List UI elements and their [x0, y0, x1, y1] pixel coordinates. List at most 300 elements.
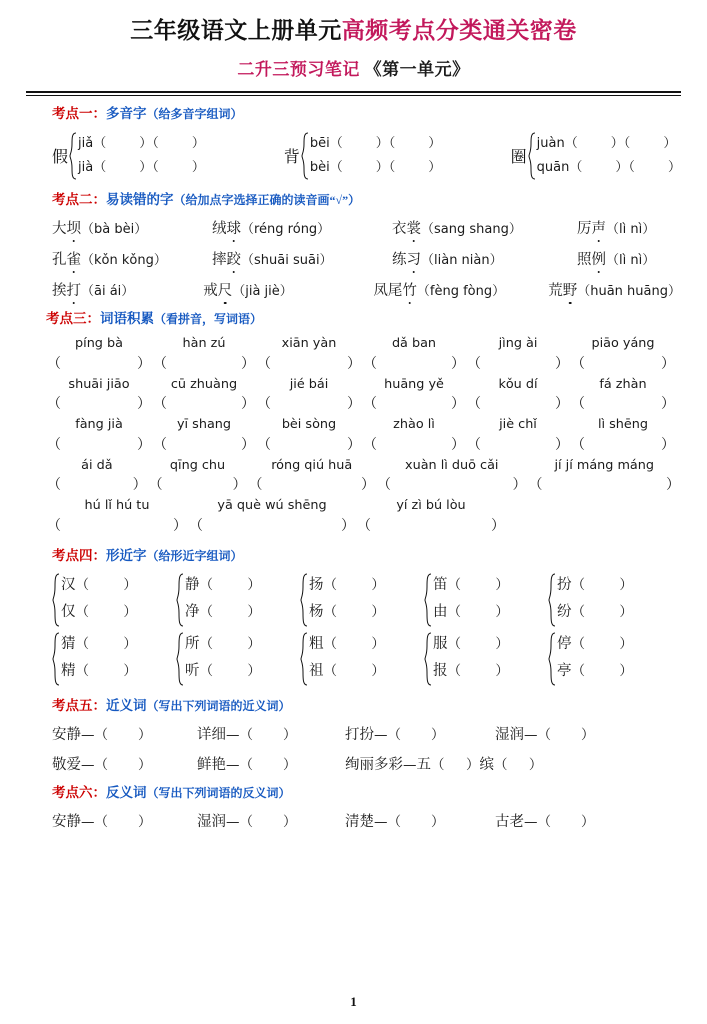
answer-blank[interactable]: —（ ） — [81, 756, 152, 773]
similar-chars-lines — [433, 573, 509, 627]
vocabulary-cell[interactable] — [466, 376, 570, 416]
answer-blank[interactable]: （ ） — [571, 635, 633, 652]
brace-icon — [52, 632, 61, 686]
page-number: 1 — [350, 994, 357, 1009]
similar-char-line[interactable] — [309, 632, 385, 659]
char-label: 仅 — [61, 603, 76, 620]
dotted-char: 裳 — [407, 217, 422, 238]
pinyin-choices[interactable]: （sang shang） — [421, 222, 522, 238]
pinyin-choices[interactable]: （kǒn kǒng） — [81, 253, 167, 269]
page-subtitle-unit: 《第一单元》 — [364, 59, 470, 79]
answer-blank[interactable]: —（ ） — [374, 813, 445, 830]
pinyin-reading: quān — [536, 159, 570, 175]
brace-icon — [424, 573, 433, 627]
answer-blank[interactable]: （ ） — [363, 396, 465, 413]
similar-char-line[interactable] — [433, 632, 509, 659]
dotted-char: 尺 — [218, 279, 233, 300]
pinyin-label: shuāi jiāo — [68, 376, 130, 392]
vocabulary-cell[interactable] — [376, 457, 528, 497]
pinyin-reading: juàn — [536, 135, 565, 151]
brace-icon — [548, 573, 557, 627]
answer-blank[interactable]: （ ）（ ） — [93, 159, 205, 175]
word-prefix: 荒 — [548, 283, 563, 300]
polyphonic-char: 假 — [52, 149, 69, 167]
misread-item[interactable] — [548, 279, 681, 300]
answer-blank[interactable]: （ ） — [493, 756, 543, 773]
pinyin-reading: bèi — [309, 159, 330, 175]
answer-blank[interactable]: （ ） — [447, 662, 509, 679]
misread-item[interactable] — [52, 248, 212, 269]
answer-blank[interactable]: （ ）（ ） — [564, 135, 677, 151]
similar-chars-lines — [309, 632, 385, 686]
similar-chars-group — [548, 632, 633, 686]
vocabulary-cell[interactable] — [528, 457, 681, 497]
pinyin-label: xiān yàn — [281, 336, 337, 352]
page-title-black: 三年级语文上册单元 — [130, 18, 342, 43]
section-note: （给多音字组词） — [146, 106, 243, 121]
pinyin-label: xuàn lì duō cǎi — [405, 457, 499, 473]
answer-blank[interactable]: —（ ） — [226, 813, 297, 830]
dotted-char: 习 — [407, 248, 422, 269]
vocabulary-cell[interactable] — [148, 457, 248, 497]
pinyin-choices[interactable]: （āi ái） — [81, 284, 135, 300]
vocabulary-cell[interactable] — [46, 376, 152, 416]
answer-blank[interactable]: （ ） — [376, 477, 527, 494]
answer-blank[interactable]: （ ） — [47, 518, 187, 535]
word-label: 打扮 — [345, 726, 374, 743]
section-heading — [52, 699, 681, 714]
synonym-row — [52, 753, 681, 774]
section-number: 考点四： — [52, 548, 106, 564]
pinyin-label: píng bà — [75, 336, 123, 352]
polyphonic-lines — [537, 132, 681, 180]
answer-blank[interactable]: （ ） — [528, 477, 680, 494]
section-note: （写出下列词语的反义词） — [146, 785, 291, 800]
char-label: 笛 — [433, 576, 448, 593]
pinyin-choices[interactable]: （lì nì） — [606, 253, 656, 269]
word-label: 安静 — [52, 726, 81, 743]
section-number: 考点二： — [52, 191, 106, 207]
polyphonic-row — [52, 132, 681, 180]
answer-blank[interactable]: （ ） — [447, 603, 509, 620]
word-prefix: 练 — [392, 252, 407, 269]
pinyin-choices[interactable]: （jià jiè） — [232, 284, 293, 300]
word-label: 鲜艳 — [197, 756, 226, 773]
vocabulary-cell[interactable] — [152, 335, 256, 375]
similar-chars-row — [52, 573, 681, 627]
vocabulary-cell[interactable] — [570, 416, 676, 456]
polyphonic-char: 背 — [283, 149, 300, 167]
brace-icon — [548, 632, 557, 686]
vocabulary-cell[interactable] — [247, 457, 376, 497]
similar-char-line[interactable] — [557, 600, 633, 627]
similar-char-line[interactable] — [185, 573, 261, 600]
vocabulary-cell[interactable] — [256, 376, 362, 416]
similar-chars-group — [548, 573, 633, 627]
misread-item[interactable] — [52, 279, 203, 300]
synonym-item[interactable] — [495, 723, 595, 744]
pinyin-choices[interactable]: （shuāi suāi） — [241, 253, 333, 269]
section-heading — [52, 107, 681, 122]
section-heading — [52, 193, 681, 208]
similar-char-line[interactable] — [557, 632, 633, 659]
header-divider — [26, 91, 681, 93]
page-subtitle — [0, 55, 707, 80]
pinyin-choices[interactable]: （fèng fòng） — [416, 284, 506, 300]
char-label: 净 — [185, 603, 200, 620]
answer-blank[interactable]: （ ）（ ） — [329, 135, 442, 151]
pinyin-label: zhào lì — [393, 417, 435, 433]
pinyin-label: hú lǐ hú tu — [84, 498, 150, 514]
synonym-item[interactable] — [197, 753, 345, 774]
polyphonic-group-bei — [284, 132, 511, 180]
pinyin-choices[interactable]: （liàn niàn） — [421, 253, 503, 269]
pinyin-label: huāng yě — [384, 376, 444, 392]
pinyin-label: lì shēng — [597, 417, 649, 433]
antonym-item[interactable] — [52, 810, 197, 831]
pinyin-choices[interactable]: （bà bèi） — [81, 222, 148, 238]
pinyin-label: kǒu dí — [498, 376, 538, 392]
similar-char-line[interactable] — [557, 573, 633, 600]
section-heading — [52, 786, 681, 801]
polyphonic-line — [537, 132, 681, 156]
answer-blank[interactable]: （ ） — [75, 603, 137, 620]
pinyin-label: jié bái — [289, 376, 329, 392]
pinyin-choices[interactable]: （huān huāng） — [577, 284, 681, 300]
brace-icon — [300, 632, 309, 686]
answer-blank[interactable]: （ ） — [571, 396, 675, 413]
similar-chars-group — [176, 632, 300, 686]
answer-blank[interactable]: （ ） — [47, 396, 151, 413]
pinyin-label: cū zhuàng — [170, 376, 238, 392]
word-prefix: 挨 — [52, 283, 67, 300]
answer-blank[interactable]: （ ） — [323, 603, 385, 620]
word-prefix: 戒 — [203, 283, 218, 300]
section-number: 考点一： — [52, 105, 106, 121]
answer-blank[interactable]: —（ ） — [226, 756, 297, 773]
char-label: 所 — [185, 635, 200, 652]
answer-blank[interactable]: （ ） — [467, 436, 569, 453]
similar-char-line[interactable] — [61, 632, 137, 659]
answer-blank[interactable]: —（ ） — [524, 726, 595, 743]
pinyin-label: yī shang — [176, 417, 232, 433]
vocabulary-cell[interactable] — [46, 416, 152, 456]
answer-blank[interactable]: （ ） — [571, 355, 675, 372]
answer-blank[interactable]: —（ ） — [226, 726, 297, 743]
answer-blank[interactable]: （ ）（ ） — [93, 135, 205, 151]
word-prefix: 大 — [52, 221, 67, 238]
answer-blank[interactable]: （ ） — [467, 355, 569, 372]
answer-blank[interactable]: （ ） — [363, 436, 465, 453]
answer-blank[interactable]: （ ） — [323, 662, 385, 679]
similar-char-line[interactable] — [185, 659, 261, 686]
pinyin-label: fá zhàn — [599, 376, 647, 392]
page-title-accent: 高频考点分类通关密卷 — [341, 18, 577, 43]
synonym-item[interactable] — [345, 723, 495, 744]
section-name: 近义词 — [106, 697, 147, 713]
answer-blank[interactable]: （ ） — [47, 477, 147, 494]
vocabulary-cell[interactable] — [362, 416, 466, 456]
similar-chars-group — [52, 632, 176, 686]
answer-blank[interactable]: （ ） — [323, 635, 385, 652]
similar-char-line[interactable] — [433, 659, 509, 686]
dotted-char: 例 — [592, 248, 607, 269]
pinyin-label: jí jí máng máng — [554, 457, 655, 473]
pinyin-choices[interactable]: （lì nì） — [606, 222, 656, 238]
answer-blank[interactable]: （ ） — [199, 603, 261, 620]
vocabulary-row — [46, 497, 681, 537]
dotted-char: 声 — [592, 217, 607, 238]
vocabulary-cell[interactable] — [256, 335, 362, 375]
similar-char-line[interactable] — [61, 659, 137, 686]
vocabulary-cell[interactable] — [152, 376, 256, 416]
answer-blank[interactable]: （ ） — [248, 477, 375, 494]
misread-item[interactable] — [373, 279, 548, 300]
word-label: 安静 — [52, 813, 81, 830]
answer-blank[interactable]: （ ）（ ） — [569, 159, 681, 175]
answer-blank[interactable]: （ ） — [257, 396, 361, 413]
char-label: 猜 — [61, 635, 76, 652]
answer-blank[interactable]: （ ）（ ） — [329, 159, 442, 175]
answer-blank[interactable]: （ ） — [199, 635, 261, 652]
page-subtitle-main: 二升三预习笔记 — [237, 59, 360, 79]
similar-chars-group — [52, 573, 176, 627]
dotted-char: 球 — [227, 217, 242, 238]
char-label: 祖 — [309, 662, 324, 679]
misread-item[interactable] — [212, 248, 392, 269]
vocabulary-cell[interactable] — [46, 335, 152, 375]
pinyin-label: qīng chu — [169, 457, 226, 473]
vocabulary-cell[interactable] — [466, 416, 570, 456]
dotted-char: 跤 — [227, 248, 242, 269]
answer-blank[interactable]: （ ） — [447, 576, 509, 593]
vocabulary-cell[interactable] — [188, 497, 356, 537]
section-heading — [46, 312, 681, 327]
answer-blank[interactable]: （ ） — [571, 436, 675, 453]
answer-blank[interactable]: （ ） — [571, 576, 633, 593]
answer-blank[interactable]: （ ） — [75, 635, 137, 652]
brace-icon — [424, 632, 433, 686]
pinyin-label: róng qiú huā — [271, 457, 353, 473]
similar-char-line[interactable] — [185, 600, 261, 627]
word-prefix: 衣 — [392, 221, 407, 238]
synonym-item-split[interactable] — [345, 753, 542, 774]
answer-blank[interactable]: （ ） — [357, 518, 505, 535]
similar-char-line[interactable] — [61, 600, 137, 627]
answer-blank[interactable]: （ ） — [467, 396, 569, 413]
char-label: 纷 — [557, 603, 572, 620]
polyphonic-line — [78, 156, 205, 180]
misread-item[interactable] — [212, 217, 392, 238]
section-name: 多音字 — [106, 105, 147, 121]
char-label: 亭 — [557, 662, 572, 679]
similar-chars-lines — [309, 573, 385, 627]
word-prefix: 凤尾 — [373, 283, 403, 300]
answer-blank[interactable]: —（ ） — [374, 726, 445, 743]
polyphonic-group-jia — [52, 132, 284, 180]
word-label: 绚丽多彩 — [345, 756, 403, 773]
answer-blank[interactable]: （ ） — [153, 436, 255, 453]
answer-blank[interactable]: （ ） — [257, 355, 361, 372]
char-label: 静 — [185, 576, 200, 593]
brace-icon — [52, 573, 61, 627]
similar-char-line[interactable] — [61, 573, 137, 600]
char-label: 精 — [61, 662, 76, 679]
vocabulary-cell[interactable] — [46, 457, 148, 497]
polyphonic-lines — [78, 132, 205, 180]
answer-blank[interactable]: （ ） — [447, 635, 509, 652]
polyphonic-line — [310, 132, 442, 156]
vocabulary-cell[interactable] — [152, 416, 256, 456]
section-note: （写出下列词语的近义词） — [146, 698, 291, 713]
similar-char-line[interactable] — [557, 659, 633, 686]
vocabulary-row — [46, 416, 681, 456]
similar-char-line[interactable] — [309, 659, 385, 686]
brace-icon — [69, 132, 78, 180]
misread-item[interactable] — [577, 217, 655, 238]
similar-chars-group — [300, 632, 424, 686]
similar-chars-lines — [185, 632, 261, 686]
section-name: 反义词 — [106, 784, 147, 800]
dotted-char: 坝 — [67, 217, 82, 238]
answer-blank[interactable]: （ ） — [571, 603, 633, 620]
pinyin-label: dǎ ban — [391, 336, 437, 352]
section-note: （看拼音，写词语） — [154, 312, 263, 327]
char-label: 报 — [433, 662, 448, 679]
polyphonic-group-quan — [511, 132, 681, 180]
word-label: 敬爱 — [52, 756, 81, 773]
brace-icon — [300, 573, 309, 627]
polyphonic-line — [78, 132, 205, 156]
antonym-item[interactable] — [495, 810, 595, 831]
misread-item[interactable] — [52, 217, 212, 238]
similar-chars-lines — [557, 573, 633, 627]
pinyin-reading: bēi — [309, 135, 330, 151]
answer-blank[interactable]: —（ ） — [81, 813, 152, 830]
answer-blank[interactable]: （ ） — [47, 355, 151, 372]
misread-item[interactable] — [203, 279, 373, 300]
antonym-row — [52, 810, 681, 831]
section-note: （给加点字选择正确的读音画“√”） — [173, 192, 361, 207]
vocabulary-cell[interactable] — [46, 497, 188, 537]
char-label: 停 — [557, 635, 572, 652]
similar-chars-row — [52, 632, 681, 686]
section-name: 形近字 — [106, 548, 147, 564]
misread-item[interactable] — [577, 248, 655, 269]
section-similar-chars — [0, 549, 707, 686]
pinyin-reading: jià — [78, 159, 94, 175]
word-label: 湿润 — [197, 813, 226, 830]
vocabulary-grid — [46, 335, 681, 537]
answer-blank[interactable]: （ ） — [257, 436, 361, 453]
char-label: 服 — [433, 635, 448, 652]
answer-blank[interactable]: —（ ） — [524, 813, 595, 830]
polyphonic-line — [310, 156, 442, 180]
word-prefix: 照 — [577, 252, 592, 269]
answer-blank[interactable]: （ ） — [199, 576, 261, 593]
section-heading — [52, 549, 681, 564]
vocabulary-cell[interactable] — [362, 335, 466, 375]
vocabulary-row — [46, 376, 681, 416]
pinyin-label: ái dǎ — [81, 457, 113, 473]
misread-item[interactable] — [392, 217, 577, 238]
vocabulary-row — [46, 335, 681, 375]
similar-chars-group — [176, 573, 300, 627]
word-prefix: 摔 — [212, 252, 227, 269]
fill-char-mid: 五 — [416, 756, 431, 773]
vocabulary-cell[interactable] — [362, 376, 466, 416]
section-note: （给形近字组词） — [146, 549, 243, 564]
polyphonic-char: 圈 — [510, 149, 527, 167]
similar-char-line[interactable] — [309, 573, 385, 600]
pinyin-choices[interactable]: （réng róng） — [241, 222, 331, 238]
char-label: 扮 — [557, 576, 572, 593]
misread-row — [52, 279, 681, 300]
answer-blank[interactable]: （ ） — [571, 662, 633, 679]
similar-char-line[interactable] — [433, 573, 509, 600]
answer-blank[interactable]: （ ） — [153, 396, 255, 413]
section-vocabulary — [0, 312, 707, 537]
pinyin-label: yí zì bú lòu — [396, 498, 466, 514]
vocabulary-cell[interactable] — [570, 335, 676, 375]
vocabulary-cell[interactable] — [256, 416, 362, 456]
similar-char-line[interactable] — [185, 632, 261, 659]
answer-blank[interactable]: （ ） — [189, 518, 355, 535]
similar-chars-lines — [61, 632, 137, 686]
section-polyphonic — [0, 107, 707, 180]
pinyin-label: bèi sòng — [281, 417, 337, 433]
brace-icon — [176, 573, 185, 627]
char-label: 粗 — [309, 635, 324, 652]
answer-blank[interactable]: （ ） — [323, 576, 385, 593]
answer-blank[interactable]: （ ） — [47, 436, 151, 453]
misread-row — [52, 217, 681, 238]
synonym-item[interactable] — [52, 723, 197, 744]
answer-blank[interactable]: （ ） — [153, 355, 255, 372]
page-title — [0, 17, 707, 46]
vocabulary-cell[interactable] — [466, 335, 570, 375]
pinyin-label: piāo yáng — [591, 336, 655, 352]
word-label: 清楚 — [345, 813, 374, 830]
similar-chars-lines — [557, 632, 633, 686]
similar-char-line[interactable] — [309, 600, 385, 627]
vocabulary-cell[interactable] — [570, 376, 676, 416]
answer-blank[interactable]: （ ） — [75, 576, 137, 593]
vocabulary-cell[interactable] — [356, 497, 506, 537]
section-antonyms — [0, 786, 707, 831]
answer-blank[interactable]: （ ） — [363, 355, 465, 372]
answer-blank[interactable]: （ ） — [75, 662, 137, 679]
antonym-item[interactable] — [197, 810, 345, 831]
word-prefix: 绒 — [212, 221, 227, 238]
similar-char-line[interactable] — [433, 600, 509, 627]
dotted-char: 野 — [563, 279, 578, 300]
section-number: 考点六： — [52, 784, 106, 800]
pinyin-label: hàn zú — [182, 336, 226, 352]
misread-item[interactable] — [392, 248, 577, 269]
answer-blank[interactable]: （ ） — [199, 662, 261, 679]
answer-blank[interactable]: —（ ） — [81, 726, 152, 743]
answer-blank-prefix: — — [403, 756, 417, 773]
synonym-item[interactable] — [52, 753, 197, 774]
section-number: 考点三： — [46, 311, 100, 327]
answer-blank[interactable]: （ ） — [148, 477, 247, 494]
fill-char-tail: 缤 — [479, 756, 494, 773]
char-label: 扬 — [309, 576, 324, 593]
answer-blank[interactable]: （ ） — [431, 756, 480, 773]
synonym-item[interactable] — [197, 723, 345, 744]
antonym-item[interactable] — [345, 810, 495, 831]
